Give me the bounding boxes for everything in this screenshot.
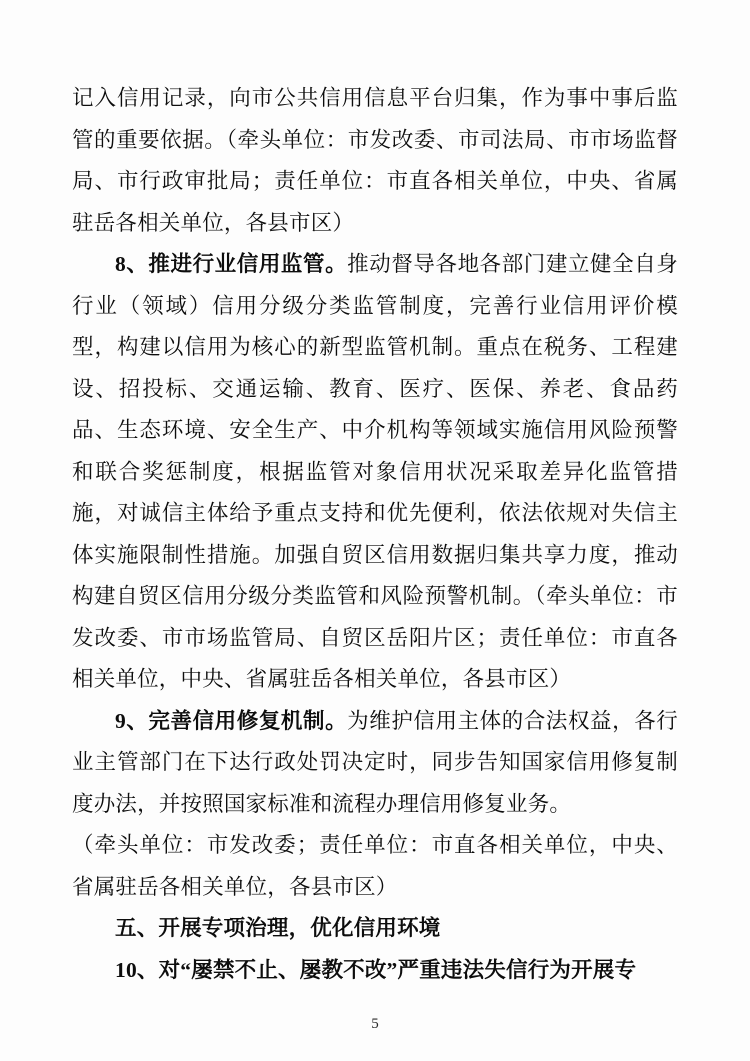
page-number: 5 [371,1016,379,1032]
document-body [72,78,678,991]
item-9-lead: 9、完善信用修复机制。 [115,708,348,733]
item-9-text: 为维护信用主体的合法权益，各行业主管部门在下达行政处罚决定时，同步告知国家信用修复制度办法，并按照国家标准和流程办理信用修复业务。 [72,708,678,816]
paragraph-item-9 [72,701,678,826]
item-8-text: 推动督导各地各部门建立健全自身行业（领域）信用分级分类监管制度，完善行业信用评价模型，构建以信用为核心的新型监管机制。重点在税务、工程建设、招投标、交通运输、教育、医疗、医保、养老、食品药品、生态环境、安全生产、中介机构等领域实施信用风险预警和联合奖惩制度，根据监管对象信用状况采取差异化监管措施，对诚信主体给予重点支持和优先便利，依法依规对失信主体实施限制性措施。加强自贸区信用数据归集共享力度，推动构建自贸区信用分级分类监管和风险预警机制。（牵头单位：市发改委、市市场监管局、自贸区岳阳片区；责任单位：市直各相关单位，中央、省属驻岳各相关单位，各县市区） [72,252,678,691]
paragraph-text: 记入信用记录，向市公共信用信息平台归集，作为事中事后监管的重要依据。（牵头单位：市发改委、市司法局、市市场监督局、市行政审批局；责任单位：市直各相关单位，中央、省属驻岳各相关单位，各县市区） [72,86,678,235]
paragraph-item-9-units [72,825,678,908]
item-10-heading: 10、对“屡禁不止、屡教不改”严重违法失信行为开展专 [115,957,637,982]
item-8-lead: 8、推进行业信用监管。 [115,252,348,276]
paragraph-continued [72,78,678,244]
paragraph-item-8 [72,244,678,701]
section-heading-five: 五、开展专项治理，优化信用环境 [115,916,441,940]
item-9-units-text: （牵头单位：市发改委；责任单位：市直各相关单位，中央、省属驻岳各相关单位，各县市区） [72,833,678,899]
